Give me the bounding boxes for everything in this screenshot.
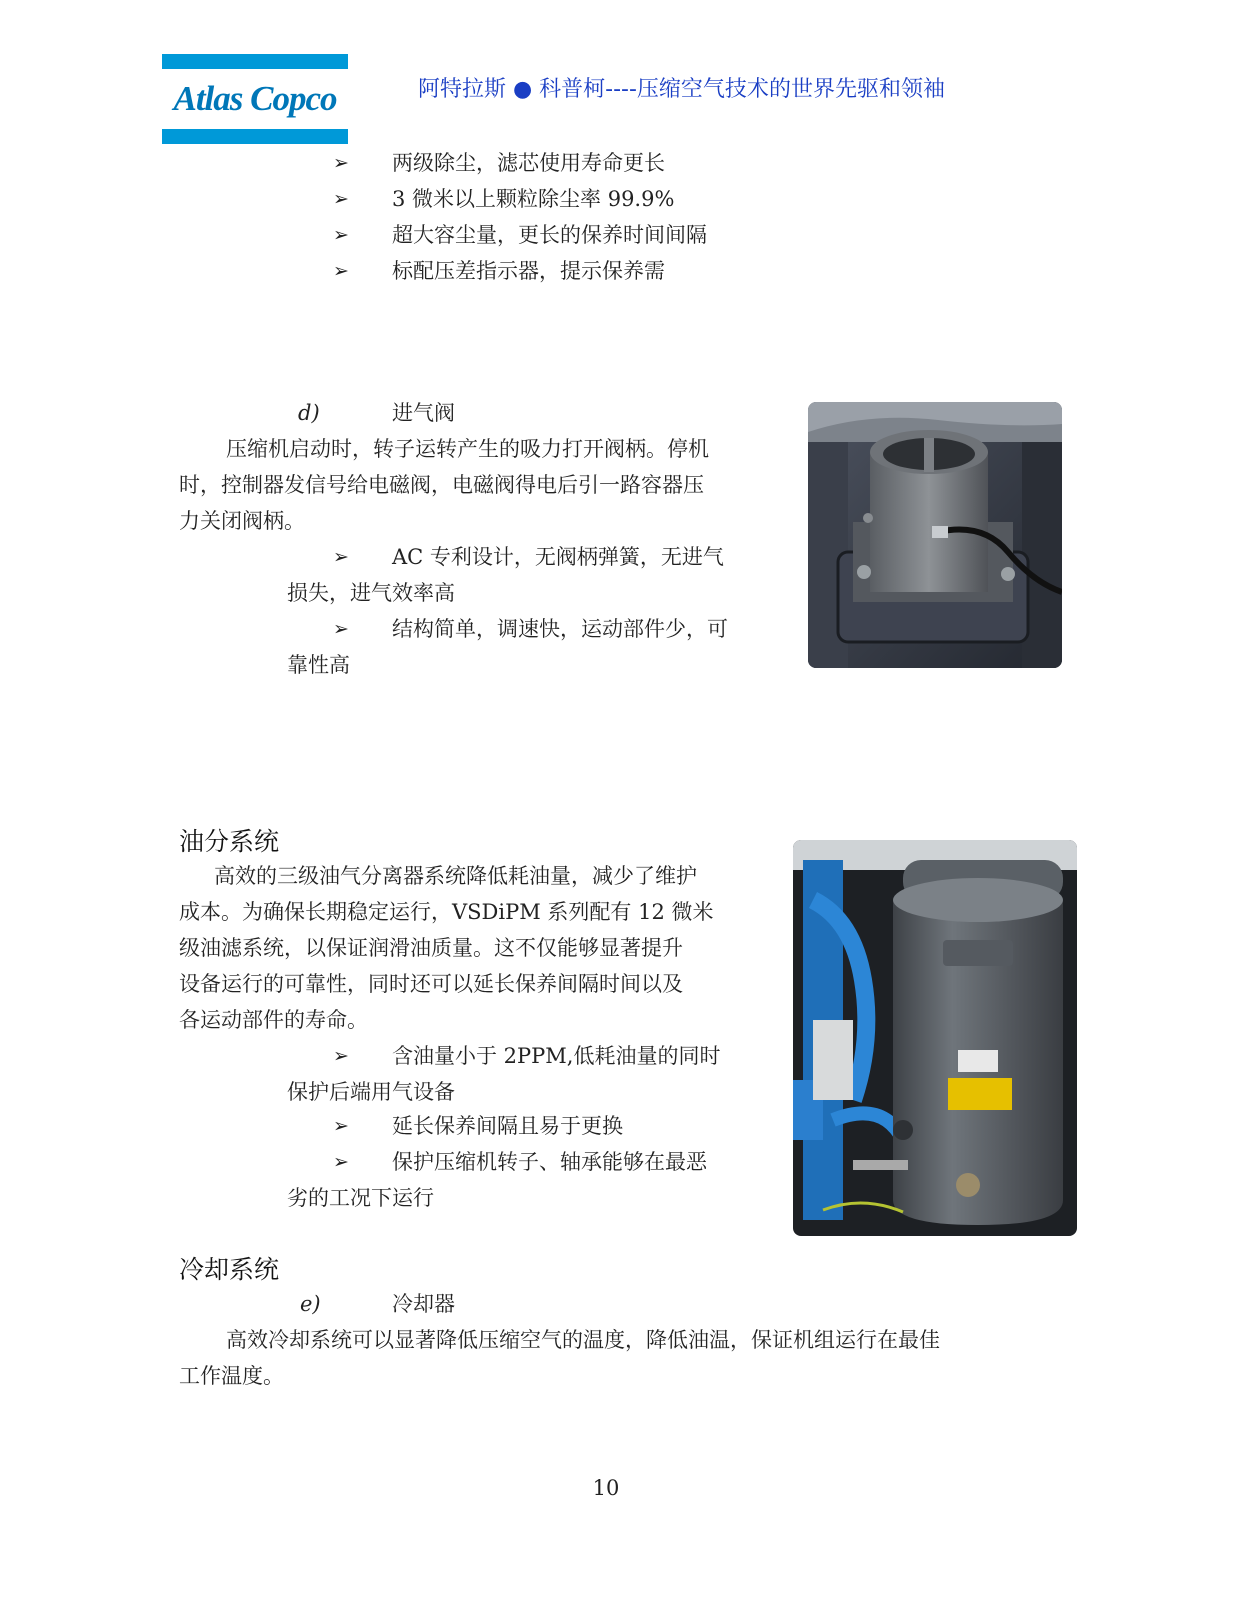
filter-bullet-3: 超大容尘量，更长的保养时间间隔 (392, 223, 707, 247)
oil-bullet-1-cont: 保护后端用气设备 (287, 1080, 455, 1104)
cooling-para-line: 高效冷却系统可以显著降低压缩空气的温度，降低油温，保证机组运行在最佳 (226, 1328, 940, 1352)
bullet-arrow-icon: ➢ (333, 188, 349, 210)
oil-bullet-3: 保护压缩机转子、轴承能够在最恶 (392, 1150, 707, 1174)
bullet-arrow-icon: ➢ (333, 224, 349, 246)
logo-wordmark: Atlas Copco (173, 79, 337, 118)
section-marker-e: e) (300, 1292, 321, 1316)
oil-separator-illustration (793, 840, 1077, 1236)
intake-bullet-1: AC 专利设计，无阀柄弹簧，无进气 (392, 545, 724, 569)
oil-system-para-line: 成本。为确保长期稳定运行，VSDiPM 系列配有 12 微米 (179, 900, 714, 924)
intake-valve-title: 进气阀 (392, 401, 455, 425)
cooling-para-line: 工作温度。 (179, 1364, 284, 1388)
intake-valve-para-line: 压缩机启动时，转子运转产生的吸力打开阀柄。停机 (226, 437, 709, 461)
oil-system-heading: 油分系统 (179, 827, 280, 856)
bullet-arrow-icon: ➢ (333, 260, 349, 282)
intake-bullet-2: 结构简单，调速快，运动部件少，可 (392, 617, 728, 641)
header-tagline: 阿特拉斯 ● 科普柯----压缩空气技术的世界先驱和领袖 (418, 77, 945, 102)
bullet-arrow-icon: ➢ (333, 546, 349, 568)
oil-bullet-3-cont: 劣的工况下运行 (287, 1186, 434, 1210)
oil-bullet-1: 含油量小于 2PPM,低耗油量的同时 (392, 1044, 721, 1068)
oil-bullet-2: 延长保养间隔且易于更换 (392, 1114, 623, 1138)
bullet-arrow-icon: ➢ (333, 1115, 349, 1137)
bullet-arrow-icon: ➢ (333, 618, 349, 640)
filter-bullet-2: 3 微米以上颗粒除尘率 99.9% (392, 187, 675, 211)
intake-valve-para-line: 时，控制器发信号给电磁阀，电磁阀得电后引一路容器压 (179, 473, 704, 497)
cooler-title: 冷却器 (392, 1292, 455, 1316)
oil-system-para-line: 级油滤系统，以保证润滑油质量。这不仅能够显著提升 (179, 936, 683, 960)
logo-bottom-bar (162, 129, 348, 144)
bullet-arrow-icon: ➢ (333, 152, 349, 174)
filter-bullet-1: 两级除尘，滤芯使用寿命更长 (392, 151, 665, 175)
intake-valve-illustration (808, 402, 1062, 668)
oil-separator-photo (793, 840, 1077, 1236)
oil-system-para-line: 各运动部件的寿命。 (179, 1008, 368, 1032)
logo-top-bar (162, 54, 348, 69)
intake-bullet-1-cont: 损失，进气效率高 (287, 581, 455, 605)
oil-system-para-line: 设备运行的可靠性，同时还可以延长保养间隔时间以及 (179, 972, 683, 996)
section-marker-d: d) (298, 401, 320, 425)
intake-valve-photo (808, 402, 1062, 668)
filter-bullet-4: 标配压差指示器，提示保养需 (392, 259, 665, 283)
page-number: 10 (592, 1476, 620, 1500)
intake-bullet-2-cont: 靠性高 (287, 653, 350, 677)
atlas-copco-logo (162, 54, 348, 144)
oil-system-para-line: 高效的三级油气分离器系统降低耗油量，减少了维护 (214, 864, 697, 888)
bullet-arrow-icon: ➢ (333, 1151, 349, 1173)
intake-valve-para-line: 力关闭阀柄。 (179, 509, 305, 533)
cooling-system-heading: 冷却系统 (179, 1255, 280, 1284)
bullet-arrow-icon: ➢ (333, 1045, 349, 1067)
